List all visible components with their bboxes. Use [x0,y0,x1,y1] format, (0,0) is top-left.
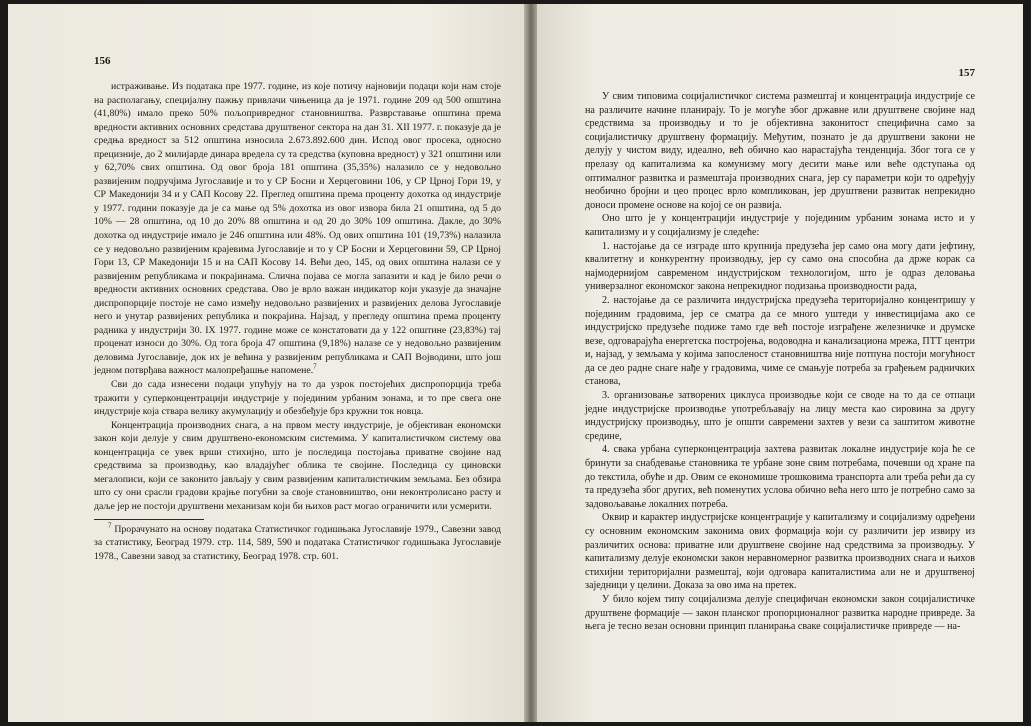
footnote-number: 7 [108,521,112,530]
paragraph: Оно што је у концентрацији индустрије у појединим урбаним зонама исто и у капитализму и у социјализму је следеће: [585,213,975,238]
footnote-marker: 7 [313,363,317,372]
page-number: 157 [958,67,975,79]
book-gutter [524,4,538,722]
paragraph: Концентрација производних снага, а на првом месту индустрије, је објективан економски закон који делује у свим друштвено-економским системима. У капиталистичком систему ова концентрација се увек врши стихијно, што је последица постојања приватне својине над средствима за производњу, као владајућег облика те својине. Последица су циновски мегалописи, који се законито јављају у свим развијеним капиталистичким земљама. Без обзира што су они срасли градови крајње погубни за своје становништво, они неконтролисано расту и даље јер не постоји друштвени механизам који би њихов раст могао ограничити или усмерити. [94,419,501,512]
footnote-text: Прорачунато на основу података Статистичког годишњака Југославије 1979., Савезни завод за статистику, Београд 1979. стр. 114, 589, 590 и података Статистичког годишњака Југославије 1978., Савезни завод за статистику, Београд 1978. стр. 601. [94,523,501,562]
paragraph: У било којем типу социјализма делује специфичан економски закон социјалистичке друштвене формације — закон планског пропорционалног развитка народне привреде. За њега је тесно везан основни принцип планирања сваке социјалистичке привреде — на- [585,593,975,633]
left-page [8,4,525,722]
right-page [537,4,1023,722]
paragraph-text: истраживање. Из података пре 1977. године, из које потичу најновији подаци који нам стоје на располагању, специјалну пажњу привлачи чињеница да је 1971. године 209 од 500 општина (41,80%) имало преко 50% пољопривредног становништва. Разврставање општина према вредности активних основних средстава друштвеног сектора на дан 31. XII 1977. г. показује да је средња вредност за 512 општина износила 2.673.892.600 дин. Испод овог просека, односно прецизније, до 2 милијарде динара вредела су та средства (куповна вредност) у 321 општини или у 62,70% свих општина. Од овог броја 181 општина (35,35%) налазило се у недовољно развијеним подручјима Југославије и то у СР Босни и Херцеговини 106, у СР Црној Гори 19, у СР Македонији 34 и у САП Косову 22. Преглед општина према проценту дохотка од индустрије у 1977. години показује да је са мање од 5% дохотка из овог извора била 21 општина, од 5 до 10% — 28 општина, од 10 до 20% 88 општина и од 20 до 30% 109 општина. Дакле, до 30% дохотка од индустрије имало је 246 општина или 48%. Од ових општина 101 (19,73%) налазила се у недовољно развијеним крајевима Југославије и то у СР Босни и Херцеговини 59, СР Црној Гори 13, СР Македонији 15 и на САП Косову 14. Већи део, 145, од ових општина налази се у развијеним републикама и покрајинама. Слична појава се могла запазити и кад је било речи о вредности активних основних средстава. Ово је врло важан индикатор који указује да значајне диспропорције постоје не само између недовољно развијених и развијених делова Југославије него и унутар развијених република и покрајина. Најзад, у прегледу општина према проценту радника у индустрији 30. IX 1977. године може се констатовати да у 122 општине (23,83%) тај проценат износи до 30%. Од тога броја 47 општина (9,18%) налазе се у недовољно развијеним деловима Југославије, док их је већина у развијеним републикама и САП Војводини, што још једном потврђава важност малопређашње напомене. [94,81,501,377]
list-item: 2. настојање да се различита индустријска предузећа територијално концентришу у појединим градовима, јер се сматра да се много уштеди у инвестицијама ако се индустријско предузеће подиже тамо где већ постоје изграђене железничке и друмске везе, одговарајућа енергетска постројења, водоводна и канализациона мрежа, ПТТ центри и, најзад, у земљама у којима запосленост становништва није потпуна постоји могућност да се део радне снаге нађе у градовима, чиме се смањује потреба за грађењем радничких станова, [585,294,975,388]
paragraph: Оквир и карактер индустријске концентрације у капитализму и социјализму одређени су основним економским законима ових формација који су различити јер извиру из различитих основа: приватне или друштвене својине над средствима за производњу. У капитализму делује економски закон неравномерног развитка производних снага и њихов стихијни територијални размештај, који одговара капиталистима али не и друштвеној заједници у целини. Доказа за ово има на претек. [585,512,975,592]
footnote [94,523,501,564]
list-item: 4. свака урбана суперконцентрација захтева развитак локалне индустрије која ће се бринути за снабдевање становника те урбане зоне свим потребама, почевши од хране па до текстила, обуће и др. Овим се економише трошковима транспорта али треба рећи да су та предузећа због других, већ поменутих услова обично већа него што је потребно само за задовољавање локалних потреба. [585,444,975,510]
list-item: 3. организовање затворених циклуса производње који се своде на то да се отпаци једне индустријске производње употребљавају на лицу места као сировина за другу индустријску производњу, што је општи савремени захтев у вези са заштитом животне средине, [585,390,975,442]
page-number: 156 [94,55,111,67]
footnote-divider [94,519,204,520]
paragraph: Сви до сада изнесени подаци упућују на то да узрок постојећих диспропорција треба тражити у суперконцентрацији индустрије у појединим урбаним зонама, и то пре свега оне индустрије која ствара велику акумулацију и обезбеђује брз кружни ток новца. [94,379,501,418]
list-item: 1. настојање да се изграде што крупнија предузећа јер само она могу дати јефтину, квалитетну и конкурентну производњу, јер су само она способна да држе корак са најмодернијом савременом индустријском технологијом, што је одраз деловања универзалног економског закона непрекидног подизања производности рада, [585,240,975,293]
paragraph: У свим типовима социјалистичког система размештај и концентрација индустрије се на различите начине планирају. То је могуће због државне или друштвене својине над средствима за производњу и то је објективна законитост специфична само за социјалистичку друштвену формацију. Међутим, познато је да друштвени закони не делују у чистом виду, идеално, већ обично као нарастајућа тенденција. Због тога се у прелазу од капитализма ка комунизму могу десити мање или веће одступања од оптималног развитка и размештаја производних снага, јер су параметри који то одређују необично бројни и цео процес врло компликован, јер друштвени развитак непрекидно доноси промене основе на којој се он развија. [585,91,975,211]
paragraph [94,80,501,378]
